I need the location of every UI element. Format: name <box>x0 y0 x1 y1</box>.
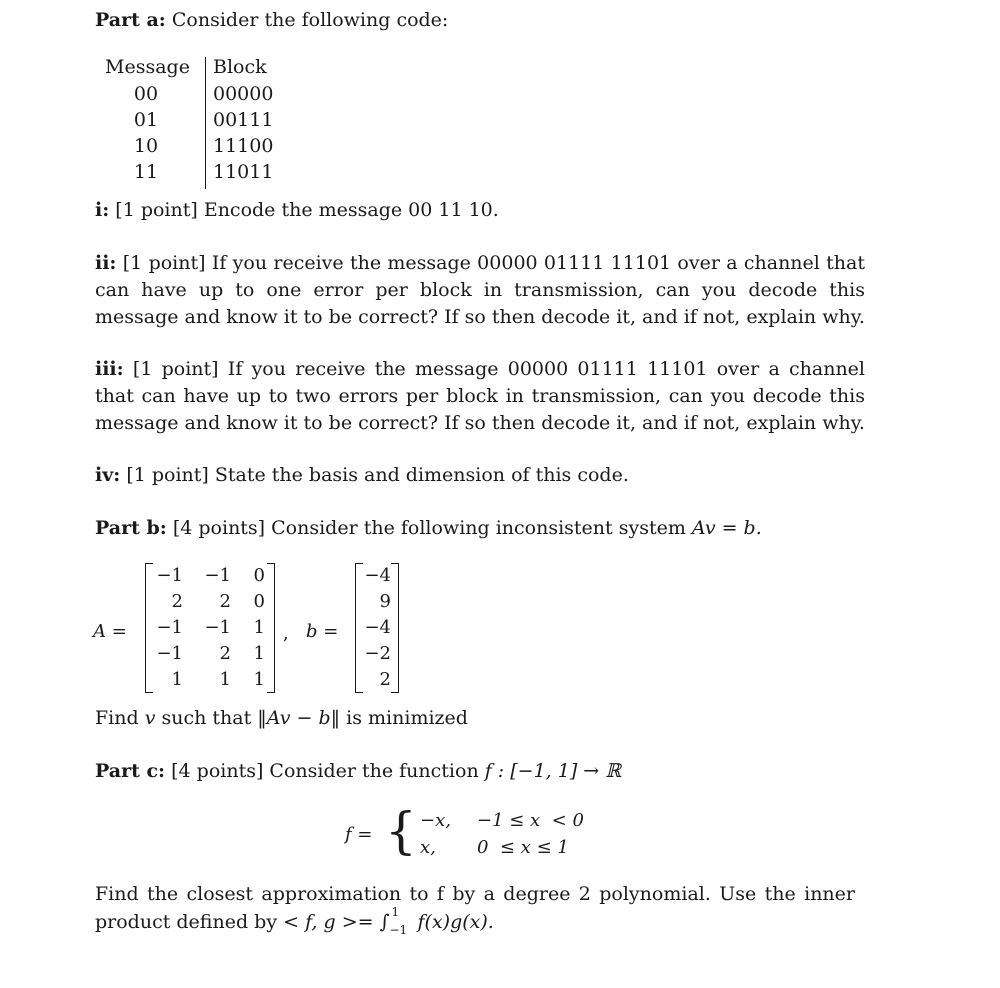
part-a-intro: Consider the following code: <box>171 9 449 31</box>
right-bracket <box>267 563 275 693</box>
vector-b-cell: 9 <box>379 591 391 612</box>
question-label: iv: <box>95 464 121 486</box>
integral-lower-limit: −1 <box>389 923 408 937</box>
integrand: f(x)g(x). <box>411 911 494 933</box>
task-var: v <box>144 707 156 729</box>
matrix-a-cell: −1 <box>204 617 231 638</box>
matrix-a <box>145 563 275 695</box>
matrix-a-cell: −1 <box>156 643 183 664</box>
part-c-task-line-2 <box>95 905 494 937</box>
table-cell: 00111 <box>213 109 274 131</box>
part-a-label: Part a: <box>95 9 166 31</box>
table-header-message: Message <box>105 56 190 78</box>
matrix-a-cell: −1 <box>156 565 183 586</box>
table-cell: 00000 <box>213 83 274 105</box>
part-c-heading <box>95 758 621 784</box>
matrix-a-cell: 1 <box>253 669 265 690</box>
integral-upper-limit: 1 <box>391 905 400 919</box>
question-i <box>95 197 865 224</box>
part-c-label: Part c: <box>95 760 166 782</box>
vector-b-cell: −2 <box>364 643 391 664</box>
question-iii <box>95 356 865 437</box>
matrix-a-cell: 0 <box>253 591 265 612</box>
left-bracket <box>145 563 153 693</box>
vector-b-cell: 2 <box>379 669 391 690</box>
table-cell: 11011 <box>213 161 274 183</box>
matrix-a-cell: 1 <box>171 669 183 690</box>
integral-limits <box>389 905 411 937</box>
question-label: iii: <box>95 358 124 380</box>
task-prefix: Find <box>95 707 145 729</box>
question-iv <box>95 462 865 489</box>
vector-b-cell: −4 <box>364 565 391 586</box>
left-brace: { <box>385 802 417 860</box>
matrix-separator-comma: , <box>283 623 289 644</box>
task-norm: ‖Av − b‖ <box>257 707 341 729</box>
matrix-a-cell: 2 <box>219 643 231 664</box>
case-value: x, <box>420 837 436 858</box>
matrix-a-cell: −1 <box>156 617 183 638</box>
table-cell: 11 <box>133 161 159 183</box>
vector-b <box>355 563 399 695</box>
table-header-block: Block <box>213 56 267 78</box>
matrix-a-cell: 1 <box>253 643 265 664</box>
part-b-label: Part b: <box>95 517 167 539</box>
question-text: [1 point] If you receive the message 00000 01111 11101 over a channel that can have up to two errors per block in transmission, can you decode this message and know it to be correct? If so then decode it, and if not, explain why. <box>95 358 866 434</box>
matrix-a-cell: 1 <box>219 669 231 690</box>
vector-b-label: b = <box>306 621 339 642</box>
part-a-heading <box>95 7 448 33</box>
case-condition: 0 ≤ x ≤ 1 <box>477 837 569 858</box>
table-cell: 10 <box>133 135 159 157</box>
question-text: [1 point] Encode the message 00 11 10. <box>115 199 499 221</box>
case-value: −x, <box>420 810 451 831</box>
part-c-task-line-1: Find the closest approximation to f by a degree 2 polynomial. Use the inner <box>95 883 855 905</box>
function-label: f = <box>345 824 373 845</box>
question-label: i: <box>95 199 110 221</box>
matrix-a-cell: −1 <box>204 565 231 586</box>
table-cell: 01 <box>133 109 159 131</box>
part-b-equation: Av = b. <box>691 517 762 539</box>
question-label: ii: <box>95 252 117 274</box>
table-cell: 11100 <box>213 135 274 157</box>
part-c-intro: [4 points] Consider the function <box>171 760 485 782</box>
question-ii <box>95 250 865 331</box>
part-c-function-domain: f : [−1, 1] → ℝ <box>484 760 622 782</box>
right-bracket <box>391 563 399 693</box>
table-cell: 00 <box>133 83 159 105</box>
question-text: [1 point] If you receive the message 00000 01111 11101 over a channel that can have up to one error per block in transmission, can you decode this message and know it to be correct? If so then decode it, and if not, explain why. <box>95 252 865 328</box>
inner-product-expression: < f, g >= ∫ <box>283 911 390 933</box>
question-text: [1 point] State the basis and dimension of this code. <box>126 464 629 486</box>
task-suffix: is minimized <box>340 707 468 729</box>
task-line-2-prefix: product defined by <box>95 911 284 933</box>
case-condition: −1 ≤ x < 0 <box>477 810 584 831</box>
vector-b-cell: −4 <box>364 617 391 638</box>
task-mid: such that <box>155 707 258 729</box>
table-divider <box>205 57 206 189</box>
part-b-heading <box>95 515 762 541</box>
matrix-a-label: A = <box>93 621 127 642</box>
matrix-a-cell: 1 <box>253 617 265 638</box>
matrix-a-cell: 2 <box>171 591 183 612</box>
part-b-task <box>95 705 468 731</box>
part-b-intro: [4 points] Consider the following inconsistent system <box>172 517 692 539</box>
matrix-a-cell: 0 <box>253 565 265 586</box>
matrix-a-cell: 2 <box>219 591 231 612</box>
